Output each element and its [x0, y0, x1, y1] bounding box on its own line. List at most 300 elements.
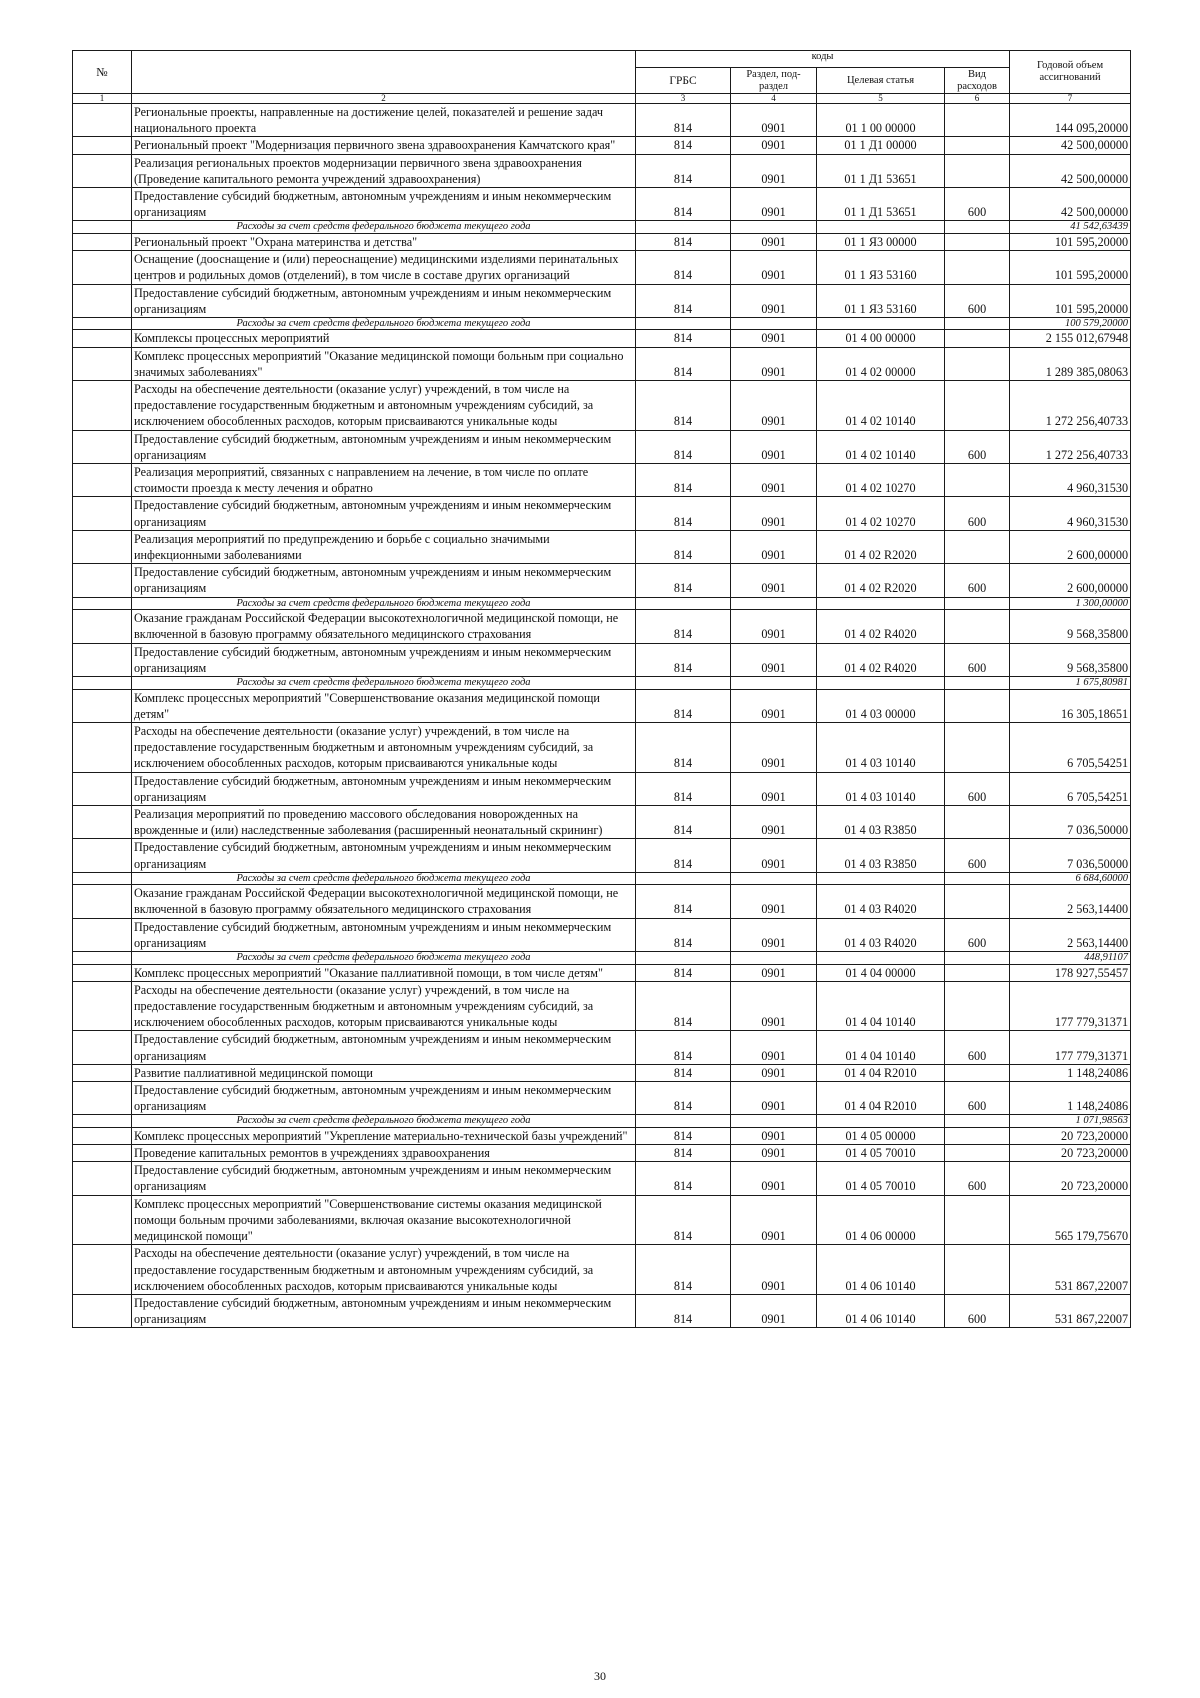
- header-amount: Годовой объем ассигнований: [1010, 51, 1131, 94]
- cell-target: 01 4 02 00000: [817, 347, 945, 380]
- table-row: [73, 497, 1131, 530]
- cell-exptype: 600: [945, 839, 1010, 872]
- cell-amount: 7 036,50000: [1010, 805, 1131, 838]
- cell-name: Комплекс процессных мероприятий "Совершенствование оказания медицинской помощи детям": [132, 689, 636, 722]
- cell-exptype: 600: [945, 1162, 1010, 1195]
- cell-grbs: 814: [636, 1064, 731, 1081]
- cell-grbs: [636, 952, 731, 965]
- federal-budget-row: [73, 677, 1131, 690]
- cell-name: Предоставление субсидий бюджетным, автономным учреждениям и иным некоммерческим организациям: [132, 839, 636, 872]
- table-row: [73, 430, 1131, 463]
- cell-exptype: [945, 381, 1010, 431]
- cell-amount: 41 542,63439: [1010, 221, 1131, 234]
- cell-exptype: [945, 805, 1010, 838]
- cell-grbs: 814: [636, 1145, 731, 1162]
- header-target: Целевая статья: [817, 68, 945, 94]
- cell-grbs: 814: [636, 839, 731, 872]
- cell-section: 0901: [731, 284, 817, 317]
- cell-section: [731, 221, 817, 234]
- cell-target: 01 4 06 00000: [817, 1195, 945, 1245]
- cell-name: Оказание гражданам Российской Федерации высокотехнологичной медицинской помощи, не включенной в базовую программу обязательного медицинского страхования: [132, 885, 636, 918]
- cell-amount: 1 148,24086: [1010, 1064, 1131, 1081]
- cell-name: Предоставление субсидий бюджетным, автономным учреждениям и иным некоммерческим организациям: [132, 1294, 636, 1327]
- cell-name: Региональный проект "Охрана материнства и детства": [132, 233, 636, 250]
- cell-name: Расходы за счет средств федерального бюджета текущего года: [132, 952, 636, 965]
- colnum-2: 2: [132, 94, 636, 104]
- cell-exptype: [945, 981, 1010, 1031]
- cell-target: [817, 677, 945, 690]
- cell-grbs: 814: [636, 464, 731, 497]
- cell-target: 01 4 02 R4020: [817, 610, 945, 643]
- cell-target: 01 4 00 00000: [817, 330, 945, 347]
- cell-grbs: 814: [636, 772, 731, 805]
- cell-target: 01 4 04 10140: [817, 981, 945, 1031]
- cell-amount: 2 563,14400: [1010, 918, 1131, 951]
- cell-target: 01 4 03 00000: [817, 689, 945, 722]
- cell-grbs: 814: [636, 689, 731, 722]
- cell-amount: 1 272 256,40733: [1010, 430, 1131, 463]
- table-row: [73, 1195, 1131, 1245]
- cell-section: 0901: [731, 530, 817, 563]
- cell-no: [73, 1162, 132, 1195]
- cell-amount: 6 684,60000: [1010, 872, 1131, 885]
- cell-amount: 448,91107: [1010, 952, 1131, 965]
- cell-no: [73, 839, 132, 872]
- cell-amount: 178 927,55457: [1010, 964, 1131, 981]
- cell-amount: 531 867,22007: [1010, 1294, 1131, 1327]
- cell-section: 0901: [731, 805, 817, 838]
- cell-amount: 1 289 385,08063: [1010, 347, 1131, 380]
- cell-section: 0901: [731, 154, 817, 187]
- cell-exptype: 600: [945, 918, 1010, 951]
- cell-name: Реализация региональных проектов модернизации первичного звена здравоохранения (Проведение капитального ремонта учреждений здравоохранения): [132, 154, 636, 187]
- cell-grbs: 814: [636, 137, 731, 154]
- cell-section: 0901: [731, 1127, 817, 1144]
- cell-exptype: [945, 1195, 1010, 1245]
- cell-grbs: 814: [636, 643, 731, 676]
- cell-exptype: [945, 221, 1010, 234]
- cell-amount: 1 071,98563: [1010, 1115, 1131, 1128]
- table-row: [73, 154, 1131, 187]
- cell-amount: 42 500,00000: [1010, 137, 1131, 154]
- cell-target: [817, 952, 945, 965]
- table-row: [73, 805, 1131, 838]
- cell-target: [817, 317, 945, 330]
- cell-section: [731, 952, 817, 965]
- cell-exptype: 600: [945, 1081, 1010, 1114]
- cell-section: 0901: [731, 137, 817, 154]
- cell-no: [73, 1245, 132, 1295]
- cell-name: Расходы за счет средств федерального бюджета текущего года: [132, 317, 636, 330]
- cell-exptype: 600: [945, 564, 1010, 597]
- cell-no: [73, 317, 132, 330]
- table-row: [73, 251, 1131, 284]
- cell-name: Предоставление субсидий бюджетным, автономным учреждениям и иным некоммерческим организациям: [132, 772, 636, 805]
- cell-exptype: [945, 1115, 1010, 1128]
- cell-name: Расходы за счет средств федерального бюджета текущего года: [132, 597, 636, 610]
- cell-grbs: 814: [636, 188, 731, 221]
- cell-target: 01 1 00 00000: [817, 104, 945, 137]
- federal-budget-row: [73, 597, 1131, 610]
- cell-no: [73, 137, 132, 154]
- federal-budget-row: [73, 221, 1131, 234]
- cell-section: 0901: [731, 1064, 817, 1081]
- cell-amount: 7 036,50000: [1010, 839, 1131, 872]
- table-row: [73, 772, 1131, 805]
- cell-amount: 1 300,00000: [1010, 597, 1131, 610]
- cell-exptype: [945, 722, 1010, 772]
- cell-target: 01 1 Д1 53651: [817, 154, 945, 187]
- cell-amount: 2 600,00000: [1010, 564, 1131, 597]
- table-row: [73, 839, 1131, 872]
- cell-name: Расходы на обеспечение деятельности (оказание услуг) учреждений, в том числе на предоставление государственным бюджетным и автономным учреждениям субсидий, за исключением обособленных расходов, которым присваиваются уникальные коды: [132, 381, 636, 431]
- cell-name: Комплексы процессных мероприятий: [132, 330, 636, 347]
- cell-name: Расходы за счет средств федерального бюджета текущего года: [132, 1115, 636, 1128]
- cell-section: 0901: [731, 104, 817, 137]
- cell-no: [73, 154, 132, 187]
- cell-amount: 9 568,35800: [1010, 610, 1131, 643]
- cell-exptype: [945, 1064, 1010, 1081]
- cell-section: 0901: [731, 430, 817, 463]
- cell-amount: 2 155 012,67948: [1010, 330, 1131, 347]
- cell-grbs: 814: [636, 1127, 731, 1144]
- cell-target: 01 1 Я3 00000: [817, 233, 945, 250]
- cell-no: [73, 964, 132, 981]
- cell-no: [73, 981, 132, 1031]
- cell-name: Комплекс процессных мероприятий "Оказание паллиативной помощи, в том числе детям": [132, 964, 636, 981]
- cell-no: [73, 805, 132, 838]
- cell-target: 01 4 03 R3850: [817, 839, 945, 872]
- table-row: [73, 347, 1131, 380]
- cell-section: 0901: [731, 233, 817, 250]
- cell-name: Расходы на обеспечение деятельности (оказание услуг) учреждений, в том числе на предоставление государственным бюджетным и автономным учреждениям субсидий, за исключением обособленных расходов, которым присваиваются уникальные коды: [132, 1245, 636, 1295]
- cell-grbs: 814: [636, 1081, 731, 1114]
- cell-target: 01 1 Д1 00000: [817, 137, 945, 154]
- cell-grbs: 814: [636, 1162, 731, 1195]
- cell-section: [731, 872, 817, 885]
- cell-amount: 2 600,00000: [1010, 530, 1131, 563]
- cell-amount: 177 779,31371: [1010, 1031, 1131, 1064]
- cell-section: 0901: [731, 1294, 817, 1327]
- cell-no: [73, 188, 132, 221]
- cell-target: 01 4 02 R4020: [817, 643, 945, 676]
- cell-no: [73, 722, 132, 772]
- cell-grbs: 814: [636, 284, 731, 317]
- cell-exptype: [945, 251, 1010, 284]
- cell-target: 01 4 04 R2010: [817, 1081, 945, 1114]
- cell-exptype: [945, 104, 1010, 137]
- cell-target: 01 4 03 R3850: [817, 805, 945, 838]
- cell-exptype: [945, 330, 1010, 347]
- cell-grbs: 814: [636, 233, 731, 250]
- cell-no: [73, 464, 132, 497]
- cell-exptype: 600: [945, 188, 1010, 221]
- cell-section: [731, 1115, 817, 1128]
- cell-grbs: 814: [636, 497, 731, 530]
- cell-no: [73, 284, 132, 317]
- cell-name: Предоставление субсидий бюджетным, автономным учреждениям и иным некоммерческим организациям: [132, 1031, 636, 1064]
- cell-exptype: [945, 952, 1010, 965]
- cell-target: [817, 1115, 945, 1128]
- cell-exptype: 600: [945, 1294, 1010, 1327]
- cell-name: Предоставление субсидий бюджетным, автономным учреждениям и иным некоммерческим организациям: [132, 564, 636, 597]
- cell-section: 0901: [731, 689, 817, 722]
- cell-exptype: 600: [945, 643, 1010, 676]
- colnum-6: 6: [945, 94, 1010, 104]
- table-row: [73, 381, 1131, 431]
- cell-no: [73, 233, 132, 250]
- cell-section: 0901: [731, 643, 817, 676]
- cell-no: [73, 597, 132, 610]
- cell-no: [73, 885, 132, 918]
- cell-grbs: 814: [636, 1245, 731, 1295]
- cell-exptype: 600: [945, 430, 1010, 463]
- cell-grbs: 814: [636, 330, 731, 347]
- cell-amount: 531 867,22007: [1010, 1245, 1131, 1295]
- cell-name: Проведение капитальных ремонтов в учреждениях здравоохранения: [132, 1145, 636, 1162]
- cell-no: [73, 497, 132, 530]
- cell-amount: 4 960,31530: [1010, 497, 1131, 530]
- table-body: [73, 104, 1131, 1328]
- cell-section: 0901: [731, 188, 817, 221]
- table-row: [73, 1031, 1131, 1064]
- cell-target: 01 4 02 10270: [817, 497, 945, 530]
- cell-name: Реализация мероприятий, связанных с направлением на лечение, в том числе по оплате стоимости проезда к месту лечения и обратно: [132, 464, 636, 497]
- cell-name: Реализация мероприятий по предупреждению и борьбе с социально значимыми инфекционными заболеваниями: [132, 530, 636, 563]
- cell-exptype: [945, 885, 1010, 918]
- cell-grbs: 814: [636, 885, 731, 918]
- cell-exptype: [945, 154, 1010, 187]
- cell-name: Расходы за счет средств федерального бюджета текущего года: [132, 221, 636, 234]
- cell-amount: 6 705,54251: [1010, 722, 1131, 772]
- federal-budget-row: [73, 872, 1131, 885]
- header-name: [132, 51, 636, 94]
- cell-section: 0901: [731, 918, 817, 951]
- table-row: [73, 722, 1131, 772]
- table-row: [73, 233, 1131, 250]
- cell-no: [73, 221, 132, 234]
- cell-grbs: 814: [636, 430, 731, 463]
- cell-amount: 101 595,20000: [1010, 251, 1131, 284]
- cell-exptype: [945, 317, 1010, 330]
- cell-exptype: [945, 872, 1010, 885]
- cell-target: 01 4 03 R4020: [817, 885, 945, 918]
- cell-grbs: 814: [636, 1294, 731, 1327]
- cell-grbs: 814: [636, 104, 731, 137]
- header-section: Раздел, под-раздел: [731, 68, 817, 94]
- cell-grbs: 814: [636, 347, 731, 380]
- cell-no: [73, 1031, 132, 1064]
- cell-no: [73, 347, 132, 380]
- cell-section: 0901: [731, 610, 817, 643]
- cell-grbs: [636, 677, 731, 690]
- header-grbs: ГРБС: [636, 68, 731, 94]
- table-row: [73, 885, 1131, 918]
- cell-section: [731, 677, 817, 690]
- cell-target: 01 4 02 10140: [817, 381, 945, 431]
- table-row: [73, 464, 1131, 497]
- cell-section: 0901: [731, 564, 817, 597]
- cell-no: [73, 564, 132, 597]
- cell-no: [73, 772, 132, 805]
- cell-no: [73, 1081, 132, 1114]
- cell-exptype: 600: [945, 497, 1010, 530]
- table-row: [73, 284, 1131, 317]
- cell-target: 01 4 04 00000: [817, 964, 945, 981]
- cell-grbs: [636, 1115, 731, 1128]
- table-row: [73, 530, 1131, 563]
- cell-grbs: [636, 597, 731, 610]
- page-number: 30: [594, 1669, 606, 1683]
- cell-section: 0901: [731, 885, 817, 918]
- federal-budget-row: [73, 1115, 1131, 1128]
- cell-no: [73, 1145, 132, 1162]
- cell-grbs: [636, 317, 731, 330]
- table-row: [73, 1294, 1131, 1327]
- cell-section: 0901: [731, 1031, 817, 1064]
- cell-exptype: [945, 233, 1010, 250]
- cell-grbs: 814: [636, 1031, 731, 1064]
- cell-amount: 20 723,20000: [1010, 1162, 1131, 1195]
- table-header: [73, 51, 1131, 104]
- cell-section: 0901: [731, 839, 817, 872]
- table-row: [73, 981, 1131, 1031]
- cell-grbs: 814: [636, 722, 731, 772]
- table-row: [73, 918, 1131, 951]
- cell-amount: 16 305,18651: [1010, 689, 1131, 722]
- cell-no: [73, 430, 132, 463]
- table-row: [73, 1127, 1131, 1144]
- cell-exptype: 600: [945, 1031, 1010, 1064]
- cell-target: 01 4 04 10140: [817, 1031, 945, 1064]
- cell-section: 0901: [731, 251, 817, 284]
- cell-name: Предоставление субсидий бюджетным, автономным учреждениям и иным некоммерческим организациям: [132, 497, 636, 530]
- cell-grbs: 814: [636, 918, 731, 951]
- cell-target: [817, 872, 945, 885]
- cell-target: [817, 597, 945, 610]
- cell-amount: 101 595,20000: [1010, 233, 1131, 250]
- header-exptype: Вид расходов: [945, 68, 1010, 94]
- cell-exptype: 600: [945, 772, 1010, 805]
- cell-no: [73, 104, 132, 137]
- cell-amount: 1 675,80981: [1010, 677, 1131, 690]
- cell-no: [73, 1064, 132, 1081]
- cell-target: 01 4 02 10140: [817, 430, 945, 463]
- cell-no: [73, 1195, 132, 1245]
- cell-amount: 144 095,20000: [1010, 104, 1131, 137]
- federal-budget-row: [73, 952, 1131, 965]
- cell-target: 01 4 02 R2020: [817, 530, 945, 563]
- cell-no: [73, 381, 132, 431]
- cell-section: 0901: [731, 497, 817, 530]
- cell-no: [73, 677, 132, 690]
- cell-name: Региональные проекты, направленные на достижение целей, показателей и решение задач национального проекта: [132, 104, 636, 137]
- colnum-1: 1: [73, 94, 132, 104]
- cell-name: Предоставление субсидий бюджетным, автономным учреждениям и иным некоммерческим организациям: [132, 284, 636, 317]
- cell-no: [73, 689, 132, 722]
- cell-name: Комплекс процессных мероприятий "Укрепление материально-технической базы учреждений": [132, 1127, 636, 1144]
- cell-exptype: [945, 610, 1010, 643]
- federal-budget-row: [73, 317, 1131, 330]
- cell-exptype: [945, 137, 1010, 154]
- cell-section: 0901: [731, 464, 817, 497]
- cell-name: Предоставление субсидий бюджетным, автономным учреждениям и иным некоммерческим организациям: [132, 188, 636, 221]
- table-row: [73, 1162, 1131, 1195]
- cell-name: Предоставление субсидий бюджетным, автономным учреждениям и иным некоммерческим организациям: [132, 1162, 636, 1195]
- cell-amount: 1 148,24086: [1010, 1081, 1131, 1114]
- table-row: [73, 1145, 1131, 1162]
- cell-target: 01 4 03 10140: [817, 772, 945, 805]
- table-row: [73, 1064, 1131, 1081]
- cell-amount: 1 272 256,40733: [1010, 381, 1131, 431]
- cell-exptype: [945, 1245, 1010, 1295]
- cell-grbs: 814: [636, 964, 731, 981]
- cell-target: 01 1 Я3 53160: [817, 284, 945, 317]
- header-codes: коды: [636, 51, 1010, 68]
- cell-exptype: 600: [945, 284, 1010, 317]
- table-row: [73, 964, 1131, 981]
- cell-exptype: [945, 1145, 1010, 1162]
- cell-section: 0901: [731, 330, 817, 347]
- cell-exptype: [945, 1127, 1010, 1144]
- cell-section: 0901: [731, 1162, 817, 1195]
- cell-exptype: [945, 464, 1010, 497]
- cell-section: [731, 597, 817, 610]
- budget-table-container: [72, 50, 1130, 1328]
- cell-no: [73, 330, 132, 347]
- cell-target: 01 4 06 10140: [817, 1294, 945, 1327]
- cell-target: 01 4 05 00000: [817, 1127, 945, 1144]
- cell-grbs: 814: [636, 154, 731, 187]
- cell-no: [73, 1127, 132, 1144]
- colnum-4: 4: [731, 94, 817, 104]
- cell-name: Предоставление субсидий бюджетным, автономным учреждениям и иным некоммерческим организациям: [132, 1081, 636, 1114]
- cell-name: Оказание гражданам Российской Федерации высокотехнологичной медицинской помощи, не включенной в базовую программу обязательного медицинского страхования: [132, 610, 636, 643]
- cell-no: [73, 1115, 132, 1128]
- colnum-5: 5: [817, 94, 945, 104]
- cell-grbs: 814: [636, 251, 731, 284]
- cell-amount: 565 179,75670: [1010, 1195, 1131, 1245]
- cell-no: [73, 530, 132, 563]
- cell-amount: 2 563,14400: [1010, 885, 1131, 918]
- colnum-3: 3: [636, 94, 731, 104]
- cell-grbs: 814: [636, 981, 731, 1031]
- table-row: [73, 137, 1131, 154]
- cell-amount: 42 500,00000: [1010, 188, 1131, 221]
- cell-exptype: [945, 689, 1010, 722]
- cell-exptype: [945, 597, 1010, 610]
- cell-section: 0901: [731, 772, 817, 805]
- cell-amount: 177 779,31371: [1010, 981, 1131, 1031]
- table-row: [73, 1081, 1131, 1114]
- cell-target: 01 4 04 R2010: [817, 1064, 945, 1081]
- cell-section: 0901: [731, 1195, 817, 1245]
- cell-no: [73, 251, 132, 284]
- cell-name: Комплекс процессных мероприятий "Совершенствование системы оказания медицинской помощи больным прочими заболеваниями, включая оказание высокотехнологичной медицинской помощи": [132, 1195, 636, 1245]
- cell-name: Расходы на обеспечение деятельности (оказание услуг) учреждений, в том числе на предоставление государственным бюджетным и автономным учреждениям субсидий, за исключением обособленных расходов, которым присваиваются уникальные коды: [132, 981, 636, 1031]
- cell-section: 0901: [731, 1081, 817, 1114]
- cell-section: 0901: [731, 381, 817, 431]
- cell-grbs: 814: [636, 564, 731, 597]
- cell-amount: 6 705,54251: [1010, 772, 1131, 805]
- cell-no: [73, 1294, 132, 1327]
- cell-name: Развитие паллиативной медицинской помощи: [132, 1064, 636, 1081]
- cell-target: 01 4 06 10140: [817, 1245, 945, 1295]
- cell-name: Оснащение (дооснащение и (или) переоснащение) медицинскими изделиями перинатальных центров и родильных домов (отделений), в том числе в составе других организаций: [132, 251, 636, 284]
- cell-section: 0901: [731, 1245, 817, 1295]
- cell-target: 01 4 03 10140: [817, 722, 945, 772]
- cell-amount: 9 568,35800: [1010, 643, 1131, 676]
